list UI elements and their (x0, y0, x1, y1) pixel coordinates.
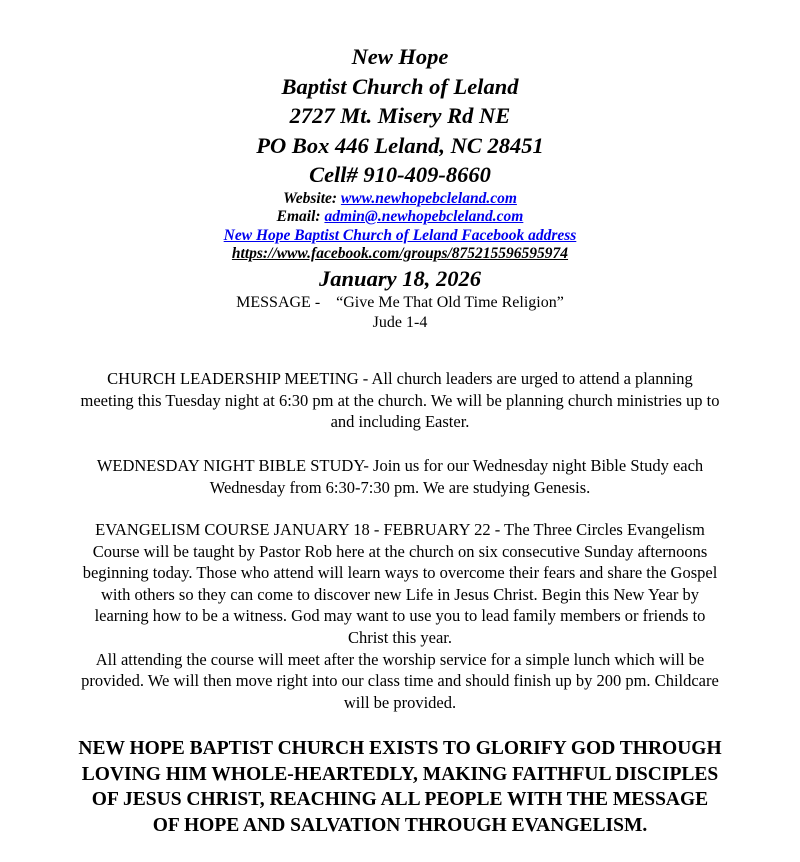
website-row (0, 190, 800, 209)
church-po-box: PO Box 446 Leland, NC 28451 (256, 132, 544, 158)
evangelism-line: learning how to be a witness. God may want to use you to lead family members or friends to (94, 606, 706, 626)
evangelism-line: EVANGELISM COURSE JANUARY 18 - FEBRUARY 22 - The Three Circles Evangelism (95, 520, 705, 539)
mission-line: OF JESUS CHRIST, REACHING ALL PEOPLE WITH THE MESSAGE (91, 789, 709, 810)
leadership-line: and including Easter. (330, 412, 470, 432)
evangelism-line: All attending the course will meet after the worship service for a simple lunch which will be (95, 649, 705, 669)
evangelism-line: beginning today. Those who attend will learn ways to overcome their fears and share the Gospel (82, 563, 718, 583)
mission-statement (20, 736, 780, 838)
bible-study-announcement (28, 455, 772, 498)
bible-study-line: Wednesday from 6:30-7:30 pm. We are studying Genesis. (209, 477, 591, 497)
mission-line: NEW HOPE BAPTIST CHURCH EXISTS TO GLORIFY GOD THROUGH (78, 738, 722, 759)
bible-study-line: WEDNESDAY NIGHT BIBLE STUDY- Join us for our Wednesday night Bible Study each (96, 456, 704, 475)
church-header (0, 42, 800, 333)
website-label: Website: (283, 189, 341, 207)
facebook-link[interactable]: New Hope Baptist Church of Leland Facebook address (223, 226, 577, 244)
leadership-line: CHURCH LEADERSHIP MEETING - All church leaders are urged to attend a planning (107, 369, 693, 388)
church-name-line1: New Hope (351, 44, 449, 69)
mission-line: OF HOPE AND SALVATION THROUGH EVANGELISM. (152, 814, 648, 836)
email-row (0, 208, 800, 227)
facebook-url[interactable]: https://www.facebook.com/groups/875215596595974 (231, 245, 569, 262)
email-label: Email: (276, 208, 325, 225)
evangelism-line: provided. We will then move right into our class time and should finish up by 200 pm. Childcare (81, 671, 719, 691)
facebook-row (0, 227, 800, 246)
website-link[interactable]: www.newhopebcleland.com (340, 189, 517, 207)
evangelism-course-announcement (28, 519, 772, 713)
church-name-line2: Baptist Church of Leland (281, 73, 519, 99)
mission-line: LOVING HIM WHOLE-HEARTEDLY, MAKING FAITHFUL DISCIPLES (81, 763, 719, 785)
email-link[interactable]: admin@.newhopebcleland.com (324, 208, 524, 225)
evangelism-line: Christ this year. (347, 627, 453, 647)
church-phone: Cell# 910-409-8660 (309, 162, 491, 187)
leadership-meeting-announcement (28, 368, 772, 433)
leadership-line: meeting this Tuesday night at 6:30 pm at the church. We will be planning church ministries up to (80, 390, 720, 410)
evangelism-line: will be provided. (343, 692, 457, 712)
evangelism-line: with others so they can come to discover new Life in Jesus Christ. Begin this New Year by (100, 584, 700, 604)
message-scripture: Jude 1-4 (372, 313, 428, 331)
bulletin-date: January 18, 2026 (319, 265, 481, 291)
church-street-address: 2727 Mt. Misery Rd NE (289, 103, 511, 128)
evangelism-line: Course will be taught by Pastor Rob here at the church on six consecutive Sunday afternoons (92, 541, 708, 561)
message-title: MESSAGE - “Give Me That Old Time Religion” (236, 293, 564, 311)
